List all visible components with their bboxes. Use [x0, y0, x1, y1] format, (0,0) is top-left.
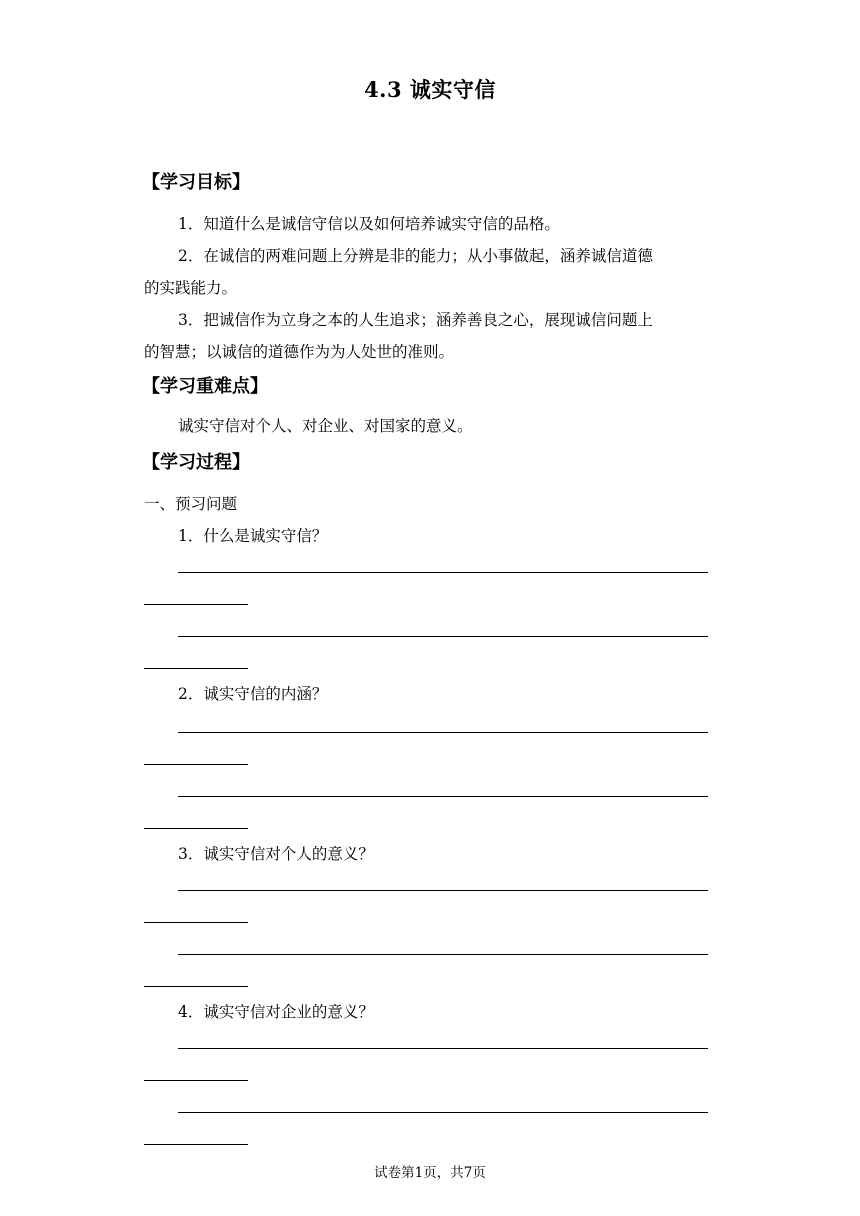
page-footer: 试卷第1页，共7页: [374, 1165, 486, 1181]
question-3: 3．诚实守信对个人的意义？: [178, 845, 374, 863]
objective-2-cont: 的实践能力。: [144, 279, 238, 297]
page-title: 4.3 诚实守信: [364, 77, 496, 102]
objective-1: 1．知道什么是诚信守信以及如何培养诚实守信的品格。: [178, 215, 560, 233]
question-1: 1．什么是诚实守信？: [178, 527, 328, 545]
process-heading: 【学习过程】: [142, 452, 250, 473]
objectives-heading: 【学习目标】: [142, 172, 250, 193]
objective-3-cont: 的智慧；以诚信的道德作为为人处世的准则。: [144, 343, 455, 361]
key-points-heading: 【学习重难点】: [142, 376, 268, 397]
objective-2: 2．在诚信的两难问题上分辨是非的能力；从小事做起，涵养诚信道德: [178, 247, 653, 265]
question-4: 4．诚实守信对企业的意义？: [178, 1003, 374, 1021]
question-2: 2．诚实守信的内涵？: [178, 685, 328, 703]
objective-3: 3．把诚信作为立身之本的人生追求；涵养善良之心，展现诚信问题上: [178, 311, 653, 329]
key-points-text: 诚实守信对个人、对企业、对国家的意义。: [178, 417, 473, 435]
part1-heading: 一、预习问题: [144, 495, 238, 513]
